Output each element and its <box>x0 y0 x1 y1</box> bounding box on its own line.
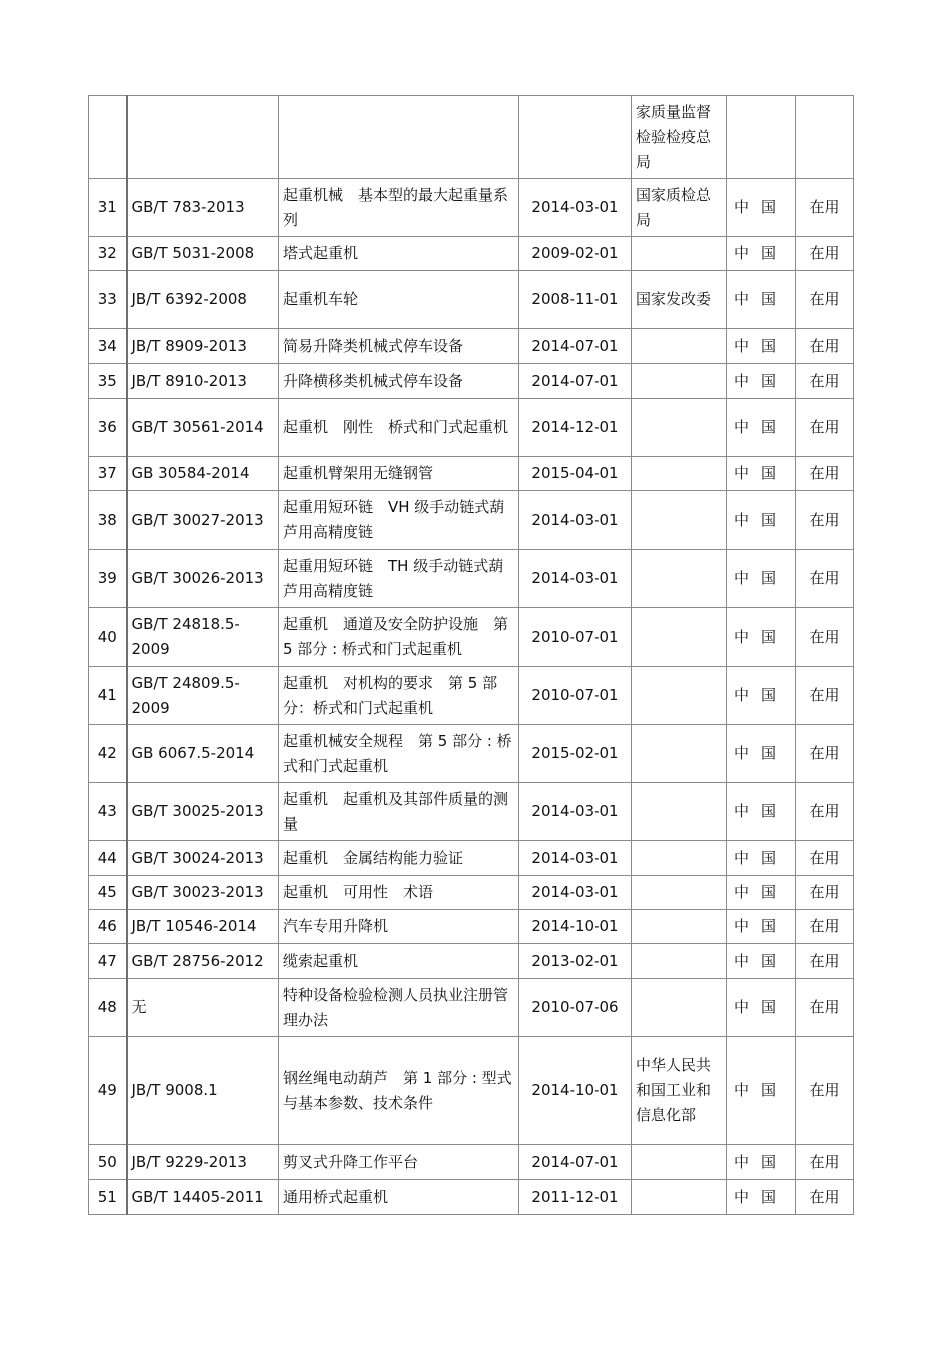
publisher <box>632 725 727 783</box>
status: 在用 <box>796 979 854 1037</box>
status: 在用 <box>796 725 854 783</box>
row-number: 32 <box>89 237 127 271</box>
standard-name: 汽车专用升降机 <box>279 910 519 944</box>
standard-code: GB 30584-2014 <box>127 457 279 491</box>
publisher <box>632 237 727 271</box>
status: 在用 <box>796 271 854 329</box>
status: 在用 <box>796 457 854 491</box>
standard-name: 起重用短环链 TH 级手动链式葫芦用高精度链 <box>279 550 519 608</box>
effective-date: 2014-03-01 <box>519 179 632 237</box>
row-number: 45 <box>89 876 127 910</box>
country: 中国 <box>727 457 796 491</box>
effective-date: 2010-07-01 <box>519 608 632 667</box>
row-number: 38 <box>89 491 127 550</box>
publisher <box>632 329 727 364</box>
publisher <box>632 1180 727 1215</box>
table-row <box>89 96 854 179</box>
status: 在用 <box>796 491 854 550</box>
country: 中国 <box>727 399 796 457</box>
table-row <box>89 725 854 783</box>
table-row <box>89 179 854 237</box>
publisher: 国家质检总局 <box>632 179 727 237</box>
effective-date: 2014-03-01 <box>519 550 632 608</box>
table-row <box>89 237 854 271</box>
standard-name: 特种设备检验检测人员执业注册管理办法 <box>279 979 519 1037</box>
standard-name: 升降横移类机械式停车设备 <box>279 364 519 399</box>
status: 在用 <box>796 783 854 841</box>
row-number: 34 <box>89 329 127 364</box>
publisher <box>632 783 727 841</box>
effective-date: 2011-12-01 <box>519 1180 632 1215</box>
table-row <box>89 783 854 841</box>
status: 在用 <box>796 237 854 271</box>
standard-name: 缆索起重机 <box>279 944 519 979</box>
standard-code: GB/T 5031-2008 <box>127 237 279 271</box>
row-number: 44 <box>89 841 127 876</box>
row-number: 33 <box>89 271 127 329</box>
standards-table-body <box>89 96 854 1215</box>
effective-date: 2014-12-01 <box>519 399 632 457</box>
effective-date: 2014-07-01 <box>519 364 632 399</box>
effective-date: 2014-03-01 <box>519 876 632 910</box>
standard-code: JB/T 9229-2013 <box>127 1145 279 1180</box>
row-number: 48 <box>89 979 127 1037</box>
standard-code: JB/T 9008.1 <box>127 1037 279 1145</box>
standard-name: 起重机车轮 <box>279 271 519 329</box>
row-number: 42 <box>89 725 127 783</box>
country: 中国 <box>727 608 796 667</box>
table-row <box>89 944 854 979</box>
row-number: 40 <box>89 608 127 667</box>
standard-code: GB/T 783-2013 <box>127 179 279 237</box>
standard-name: 剪叉式升降工作平台 <box>279 1145 519 1180</box>
country <box>727 96 796 179</box>
table-row <box>89 876 854 910</box>
row-number: 41 <box>89 667 127 725</box>
standard-name: 钢丝绳电动葫芦 第 1 部分 : 型式与基本参数、技术条件 <box>279 1037 519 1145</box>
publisher <box>632 550 727 608</box>
standard-code <box>127 96 279 179</box>
standard-code: GB/T 30027-2013 <box>127 491 279 550</box>
table-row <box>89 457 854 491</box>
effective-date: 2010-07-06 <box>519 979 632 1037</box>
row-number: 35 <box>89 364 127 399</box>
effective-date: 2010-07-01 <box>519 667 632 725</box>
standard-code: JB/T 10546-2014 <box>127 910 279 944</box>
standard-code: GB/T 30023-2013 <box>127 876 279 910</box>
status: 在用 <box>796 179 854 237</box>
publisher: 家质量监督检验检疫总局 <box>632 96 727 179</box>
effective-date: 2014-07-01 <box>519 329 632 364</box>
country: 中国 <box>727 1145 796 1180</box>
publisher <box>632 944 727 979</box>
effective-date: 2008-11-01 <box>519 271 632 329</box>
table-row <box>89 608 854 667</box>
status <box>796 96 854 179</box>
standard-name: 起重机 对机构的要求 第 5 部分：桥式和门式起重机 <box>279 667 519 725</box>
standard-name: 起重机 通道及安全防护设施 第 5 部分 : 桥式和门式起重机 <box>279 608 519 667</box>
table-row <box>89 1180 854 1215</box>
country: 中国 <box>727 876 796 910</box>
row-number: 36 <box>89 399 127 457</box>
status: 在用 <box>796 1180 854 1215</box>
table-row <box>89 841 854 876</box>
table-row <box>89 399 854 457</box>
publisher <box>632 399 727 457</box>
standard-code: GB/T 30024-2013 <box>127 841 279 876</box>
standard-name: 起重机械 基本型的最大起重量系列 <box>279 179 519 237</box>
status: 在用 <box>796 876 854 910</box>
effective-date: 2014-10-01 <box>519 910 632 944</box>
country: 中国 <box>727 841 796 876</box>
standard-code: JB/T 6392-2008 <box>127 271 279 329</box>
country: 中国 <box>727 979 796 1037</box>
standard-name <box>279 96 519 179</box>
country: 中国 <box>727 491 796 550</box>
effective-date: 2014-07-01 <box>519 1145 632 1180</box>
standard-name: 起重机械安全规程 第 5 部分 : 桥式和门式起重机 <box>279 725 519 783</box>
status: 在用 <box>796 608 854 667</box>
country: 中国 <box>727 910 796 944</box>
publisher <box>632 979 727 1037</box>
country: 中国 <box>727 1037 796 1145</box>
standard-code: JB/T 8909-2013 <box>127 329 279 364</box>
standard-code: GB/T 30025-2013 <box>127 783 279 841</box>
status: 在用 <box>796 550 854 608</box>
status: 在用 <box>796 944 854 979</box>
effective-date: 2009-02-01 <box>519 237 632 271</box>
row-number: 43 <box>89 783 127 841</box>
row-number: 49 <box>89 1037 127 1145</box>
standard-code: JB/T 8910-2013 <box>127 364 279 399</box>
standard-name: 起重机 刚性 桥式和门式起重机 <box>279 399 519 457</box>
standard-code: GB/T 30561-2014 <box>127 399 279 457</box>
standard-code: GB/T 28756-2012 <box>127 944 279 979</box>
effective-date <box>519 96 632 179</box>
publisher <box>632 667 727 725</box>
country: 中国 <box>727 667 796 725</box>
country: 中国 <box>727 237 796 271</box>
status: 在用 <box>796 364 854 399</box>
publisher: 国家发改委 <box>632 271 727 329</box>
country: 中国 <box>727 783 796 841</box>
publisher <box>632 910 727 944</box>
standard-name: 起重用短环链 VH 级手动链式葫芦用高精度链 <box>279 491 519 550</box>
standard-name: 起重机 起重机及其部件质量的测量 <box>279 783 519 841</box>
row-number: 50 <box>89 1145 127 1180</box>
country: 中国 <box>727 271 796 329</box>
publisher <box>632 608 727 667</box>
status: 在用 <box>796 329 854 364</box>
country: 中国 <box>727 364 796 399</box>
row-number: 37 <box>89 457 127 491</box>
table-row <box>89 491 854 550</box>
publisher <box>632 841 727 876</box>
publisher <box>632 876 727 910</box>
standard-code: GB/T 24809.5-2009 <box>127 667 279 725</box>
status: 在用 <box>796 399 854 457</box>
standard-name: 起重机臂架用无缝钢管 <box>279 457 519 491</box>
standard-code: GB 6067.5-2014 <box>127 725 279 783</box>
standards-table <box>88 95 854 1215</box>
table-row <box>89 1145 854 1180</box>
country: 中国 <box>727 944 796 979</box>
effective-date: 2015-02-01 <box>519 725 632 783</box>
country: 中国 <box>727 725 796 783</box>
standard-code: GB/T 24818.5-2009 <box>127 608 279 667</box>
standard-code: 无 <box>127 979 279 1037</box>
status: 在用 <box>796 1037 854 1145</box>
country: 中国 <box>727 179 796 237</box>
publisher <box>632 364 727 399</box>
standard-name: 简易升降类机械式停车设备 <box>279 329 519 364</box>
standard-name: 塔式起重机 <box>279 237 519 271</box>
status: 在用 <box>796 667 854 725</box>
publisher: 中华人民共和国工业和信息化部 <box>632 1037 727 1145</box>
row-number: 46 <box>89 910 127 944</box>
publisher <box>632 457 727 491</box>
standard-code: GB/T 14405-2011 <box>127 1180 279 1215</box>
publisher <box>632 491 727 550</box>
table-row <box>89 364 854 399</box>
effective-date: 2014-03-01 <box>519 783 632 841</box>
effective-date: 2014-03-01 <box>519 491 632 550</box>
table-row <box>89 979 854 1037</box>
table-row <box>89 329 854 364</box>
status: 在用 <box>796 910 854 944</box>
status: 在用 <box>796 1145 854 1180</box>
effective-date: 2015-04-01 <box>519 457 632 491</box>
country: 中国 <box>727 329 796 364</box>
publisher <box>632 1145 727 1180</box>
row-number: 47 <box>89 944 127 979</box>
country: 中国 <box>727 1180 796 1215</box>
row-number: 39 <box>89 550 127 608</box>
country: 中国 <box>727 550 796 608</box>
table-row <box>89 1037 854 1145</box>
table-row <box>89 550 854 608</box>
standard-name: 通用桥式起重机 <box>279 1180 519 1215</box>
effective-date: 2014-03-01 <box>519 841 632 876</box>
effective-date: 2013-02-01 <box>519 944 632 979</box>
table-row <box>89 271 854 329</box>
effective-date: 2014-10-01 <box>519 1037 632 1145</box>
row-number <box>89 96 127 179</box>
standard-code: GB/T 30026-2013 <box>127 550 279 608</box>
row-number: 51 <box>89 1180 127 1215</box>
status: 在用 <box>796 841 854 876</box>
table-row <box>89 910 854 944</box>
standard-name: 起重机 可用性 术语 <box>279 876 519 910</box>
table-row <box>89 667 854 725</box>
standard-name: 起重机 金属结构能力验证 <box>279 841 519 876</box>
row-number: 31 <box>89 179 127 237</box>
